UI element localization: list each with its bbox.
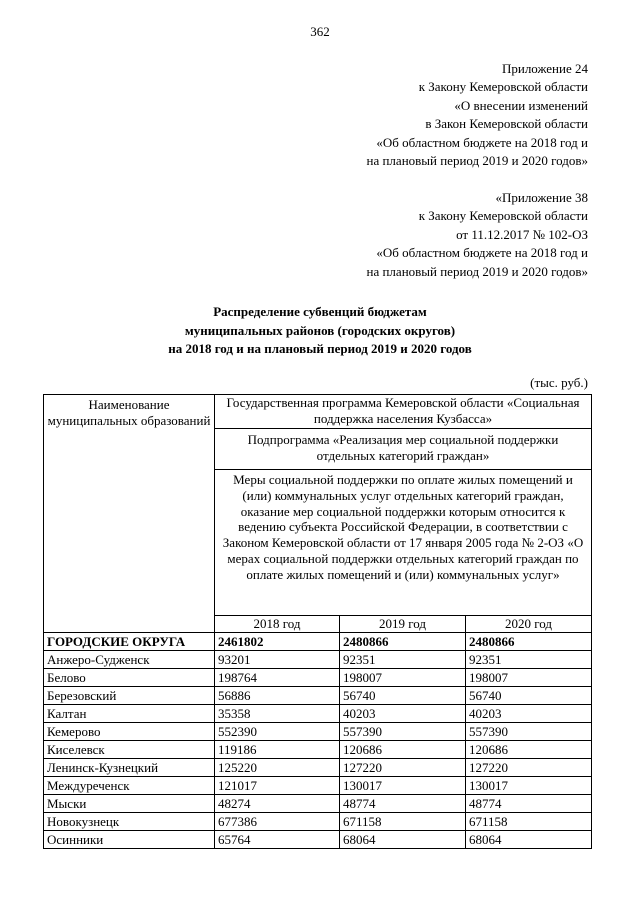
municipality-name: Новокузнецк [44,813,215,831]
municipality-name: Междуреченск [44,777,215,795]
appendix-line: к Закону Кемеровской области [418,79,588,95]
table-row [44,741,592,759]
municipality-name: Ленинск-Кузнецкий [44,759,215,777]
value-2020: 671158 [466,813,592,831]
page-number: 362 [310,24,330,39]
value-2019: 127220 [340,759,466,777]
value-2020: 198007 [466,669,592,687]
value-2019: 92351 [340,651,466,669]
value-2019: 671158 [340,813,466,831]
municipality-name: Калтан [44,705,215,723]
municipality-name: Кемерово [44,723,215,741]
title-line: на 2018 год и на плановый период 2019 и 2020 годов [168,341,472,356]
value-2020: 48774 [466,795,592,813]
appendix-line: Приложение 24 [501,61,588,76]
value-2018: 65764 [215,831,340,849]
document-title [0,303,640,359]
subsidy-table [43,394,592,849]
table-row [44,813,592,831]
value-2018: 552390 [215,723,340,741]
value-2018: 198764 [215,669,340,687]
municipality-name: Белово [44,669,215,687]
value-2019: 198007 [340,669,466,687]
value-2019: 2480866 [340,633,466,651]
municipality-name: Березовский [44,687,215,705]
value-2019: 557390 [340,723,466,741]
table-row [44,633,592,651]
table-row [44,831,592,849]
value-2018: 35358 [215,705,340,723]
municipality-name: ГОРОДСКИЕ ОКРУГА [44,633,215,651]
value-2019: 130017 [340,777,466,795]
value-2018: 48274 [215,795,340,813]
appendix-line: «Об областном бюджете на 2018 год и [376,245,588,261]
appendix-line: от 11.12.2017 № 102-ОЗ [456,226,588,242]
table-row [44,777,592,795]
year-header-2019: 2019 год [340,616,466,633]
value-2018: 93201 [215,651,340,669]
appendix-24-reference [367,60,589,170]
value-2020: 68064 [466,831,592,849]
value-2020: 120686 [466,741,592,759]
table-row [44,723,592,741]
value-2020: 92351 [466,651,592,669]
municipality-name: Анжеро-Судженск [44,651,215,669]
value-2020: 2480866 [466,633,592,651]
value-2018: 121017 [215,777,340,795]
year-header-2018: 2018 год [215,616,340,633]
value-2019: 120686 [340,741,466,759]
value-2019: 48774 [340,795,466,813]
municipality-name: Киселевск [44,741,215,759]
municipality-name: Мыски [44,795,215,813]
appendix-line: на плановый период 2019 и 2020 годов» [366,153,588,169]
value-2018: 2461802 [215,633,340,651]
value-2019: 68064 [340,831,466,849]
value-2018: 677386 [215,813,340,831]
title-line: муниципальных районов (городских округов) [184,322,456,338]
measure-header: Меры социальной поддержки по оплате жилых помещений и (или) коммунальных услуг отдельных категорий граждан, оказание мер социальной поддержки которым относится к ведению субъекта Российской Федерации, в соответствии с Законом Кемеровской области от 17 января 2005 года № 2-ОЗ «О мерах социальной поддержки отдельных категорий граждан по оплате жилых помещений и (или) коммунальных услуг» [215,470,592,616]
appendix-line: «Об областном бюджете на 2018 год и [376,134,588,150]
table-row [44,795,592,813]
table-row [44,705,592,723]
unit-label: (тыс. руб.) [530,375,588,390]
appendix-line: к Закону Кемеровской области [418,208,588,224]
municipality-name: Осинники [44,831,215,849]
table-row [44,651,592,669]
appendix-line: «О внесении изменений [454,97,588,113]
value-2018: 56886 [215,687,340,705]
subprogram-header: Подпрограмма «Реализация мер социальной поддержки отдельных категорий граждан» [215,429,592,470]
table-row [44,759,592,777]
year-header-2020: 2020 год [466,616,592,633]
value-2020: 40203 [466,705,592,723]
title-line: Распределение субвенций бюджетам [213,304,427,319]
appendix-38-reference [367,189,589,281]
value-2019: 56740 [340,687,466,705]
value-2020: 130017 [466,777,592,795]
value-2019: 40203 [340,705,466,723]
table-row [44,687,592,705]
appendix-line: в Закон Кемеровской области [425,116,588,132]
value-2018: 125220 [215,759,340,777]
table-row [44,669,592,687]
value-2020: 56740 [466,687,592,705]
appendix-line: «Приложение 38 [495,190,588,205]
value-2020: 557390 [466,723,592,741]
program-header: Государственная программа Кемеровской области «Социальная поддержка населения Кузбасса» [215,395,592,429]
appendix-line: на плановый период 2019 и 2020 годов» [366,263,588,279]
name-column-header: Наименование муниципальных образований [44,395,215,633]
value-2018: 119186 [215,741,340,759]
header-row-program [44,395,592,429]
value-2020: 127220 [466,759,592,777]
